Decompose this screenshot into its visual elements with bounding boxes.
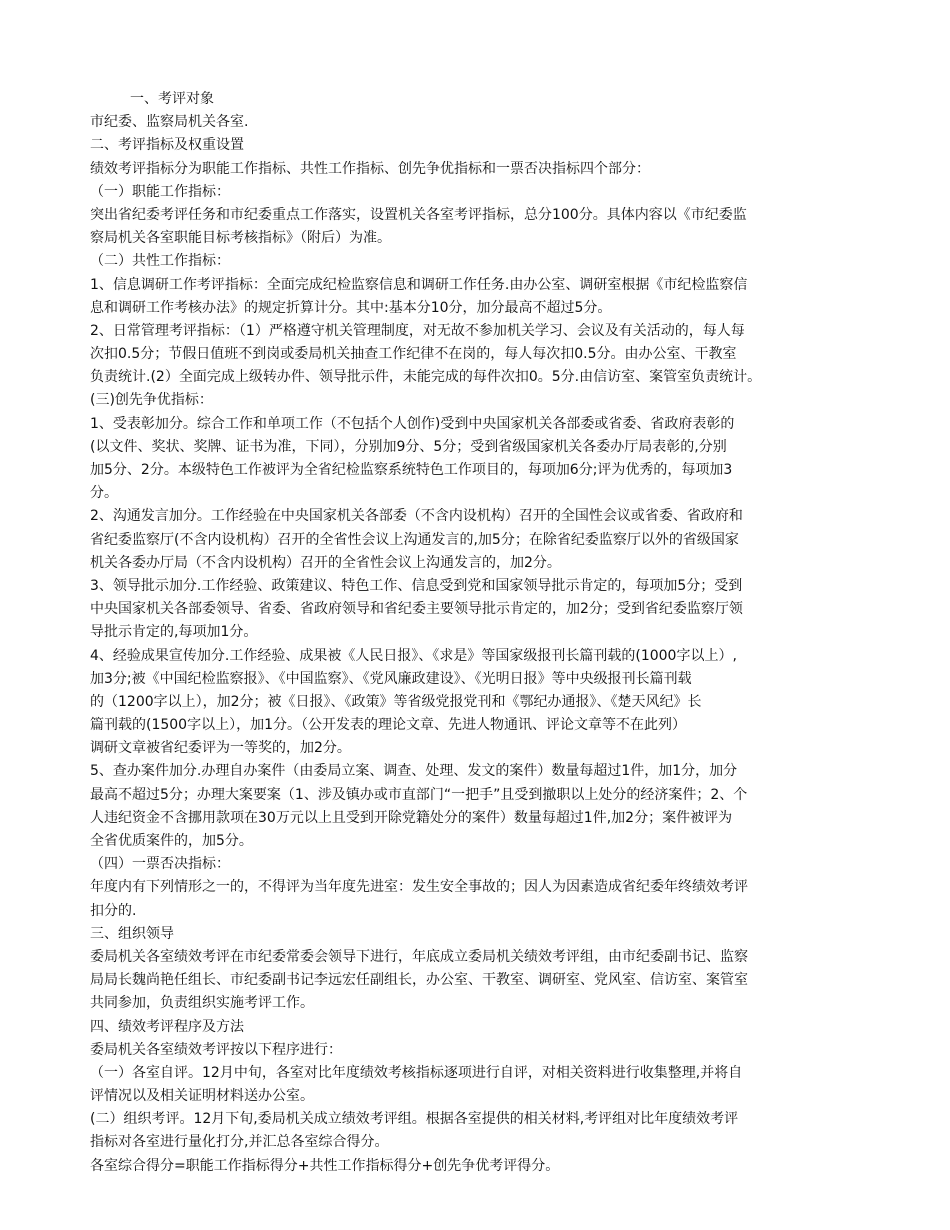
text-line: 市纪委、监察局机关各室.: [90, 114, 249, 131]
text-line: 各室综合得分=职能工作指标得分+共性工作指标得分+创先争优考评得分。: [90, 1157, 560, 1174]
text-line: 突出省纪委考评任务和市纪委重点工作落实，设置机关各室考评指标，总分100分。具体内容以《市纪委监: [90, 206, 747, 223]
text-line: 4、经验成果宣传加分.工作经验、成果被《人民日报》、《求是》等国家级报刊长篇刊载的(1000字以上）,: [90, 647, 737, 664]
text-line: 分。: [90, 485, 118, 502]
section-heading: 四、绩效考评程序及方法: [90, 1018, 244, 1035]
text-line: 1、信息调研工作考评指标：全面完成纪检监察信息和调研工作任务.由办公室、调研室根据《市纪检监察信: [90, 276, 748, 293]
text-line: 全省优质案件的，加5分。: [90, 833, 253, 849]
text-line: 最高不超过5分；办理大案要案（1、涉及镇办或市直部门“一把手”且受到撤职以上处分的经济案件；2、个: [90, 786, 748, 803]
section-heading: 三、组织领导: [90, 925, 174, 942]
text-line: 加5分、2分。本级特色工作被评为全省纪检监察系统特色工作项目的，每项加6分;评为优秀的，每项加3: [90, 462, 733, 478]
section-heading: 一、考评对象: [130, 91, 214, 107]
text-line: 察局机关各室职能目标考核指标》（附后）为准。: [90, 230, 391, 247]
text-line: 委局机关各室绩效考评按以下程序进行：: [90, 1041, 342, 1058]
text-line: (以文件、奖状、奖牌、证书为准，下同），分别加9分、5分；受到省级国家机关各委办厅局表彰的,分别: [90, 438, 727, 455]
text-line: 扣分的.: [90, 902, 137, 919]
document-body: [90, 88, 890, 1178]
text-line: 5、查办案件加分.办理自办案件（由委局立案、调查、处理、发文的案件）数量每超过1件，加1分，加分: [90, 763, 738, 780]
subsection-heading: (三)创先争优指标：: [90, 392, 213, 409]
text-line: 次扣0.5分；节假日值班不到岗或委局机关抽查工作纪律不在岗的，每人每次扣0.5分。由办公室、干教室: [90, 346, 737, 363]
text-line: 指标对各室进行量化打分,并汇总各室综合得分。: [90, 1134, 389, 1151]
text-line: 省纪委监察厅(不含内设机构）召开的全省性会议上沟通发言的,加5分；在除省纪委监察厅以外的省级国家: [90, 531, 739, 548]
text-line: 2、日常管理考评指标：（1）严格遵守机关管理制度，对无故不参加机关学习、会议及有关活动的，每人每: [90, 322, 745, 339]
text-line: 评情况以及相关证明材料送办公室。: [90, 1088, 314, 1105]
text-line: 委局机关各室绩效考评在市纪委常委会领导下进行，年底成立委局机关绩效考评组，由市纪委副书记、监察: [90, 948, 748, 965]
text-line: 息和调研工作考核办法》的规定折算计分。其中:基本分10分，加分最高不超过5分。: [90, 299, 612, 316]
text-line: 年度内有下列情形之一的，不得评为当年度先进室：发生安全事故的；因人为因素造成省纪委年终绩效考评: [90, 879, 748, 896]
text-line: 的（1200字以上），加2分；被《日报》、《政策》等省级党报党刊和《鄂纪办通报》、《楚天风纪》长: [90, 693, 702, 710]
text-line: （一）各室自评。12月中旬，各室对比年度绩效考核指标逐项进行自评，对相关资料进行收集整理,并将自: [90, 1064, 743, 1081]
text-line: 共同参加，负责组织实施考评工作。: [90, 995, 314, 1012]
subsection-heading: （一）职能工作指标：: [90, 183, 230, 200]
text-line: 中央国家机关各部委领导、省委、省政府领导和省纪委主要领导批示肯定的，加2分；受到省纪委监察厅领: [90, 601, 743, 618]
text-line: 局局长魏尚艳任组长、市纪委副书记李远宏任副组长，办公室、干教室、调研室、党风室、信访室、案管室: [90, 972, 748, 989]
subsection-heading: （四）一票否决指标：: [90, 856, 230, 873]
text-line: 人违纪资金不含挪用款项在30万元以上且受到开除党籍处分的案件）数量每超过1件,加2分；案件被评为: [90, 809, 733, 826]
text-line: 2、沟通发言加分。工作经验在中央国家机关各部委（不含内设机构）召开的全国性会议或省委、省政府和: [90, 508, 743, 525]
text-line: 1、受表彰加分。综合工作和单项工作（不包括个人创作)受到中央国家机关各部委或省委、省政府表彰的: [90, 415, 735, 432]
section-heading: 二、考评指标及权重设置: [90, 137, 244, 154]
text-line: 篇刊载的(1500字以上），加1分。（公开发表的理论文章、先进人物通讯、评论文章等不在此列）: [90, 717, 686, 734]
text-line: 导批示肯定的,每项加1分。: [90, 624, 258, 641]
text-line: 负责统计.(2）全面完成上级转办件、领导批示件，未能完成的每件次扣0。5分.由信访室、案管室负责统计。: [90, 369, 762, 386]
text-line: 调研文章被省纪委评为一等奖的，加2分。: [90, 740, 351, 757]
subsection-heading: （二）共性工作指标：: [90, 253, 230, 270]
text-line: 3、领导批示加分.工作经验、政策建议、特色工作、信息受到党和国家领导批示肯定的，每项加5分；受到: [90, 577, 743, 594]
text-line: (二）组织考评。12月下旬,委局机关成立绩效考评组。根据各室提供的相关材料,考评组对比年度绩效考评: [90, 1111, 739, 1128]
text-line: 机关各委办厅局（不含内设机构）召开的全省性会议上沟通发言的，加2分。: [90, 554, 561, 571]
text-line: 加3分;被《中国纪检监察报》、《中国监察》、《党风廉政建设》、《光明日报》等中央级报刊长篇刊载: [90, 670, 692, 687]
text-line: 绩效考评指标分为职能工作指标、共性工作指标、创先争优指标和一票否决指标四个部分：: [90, 160, 650, 177]
